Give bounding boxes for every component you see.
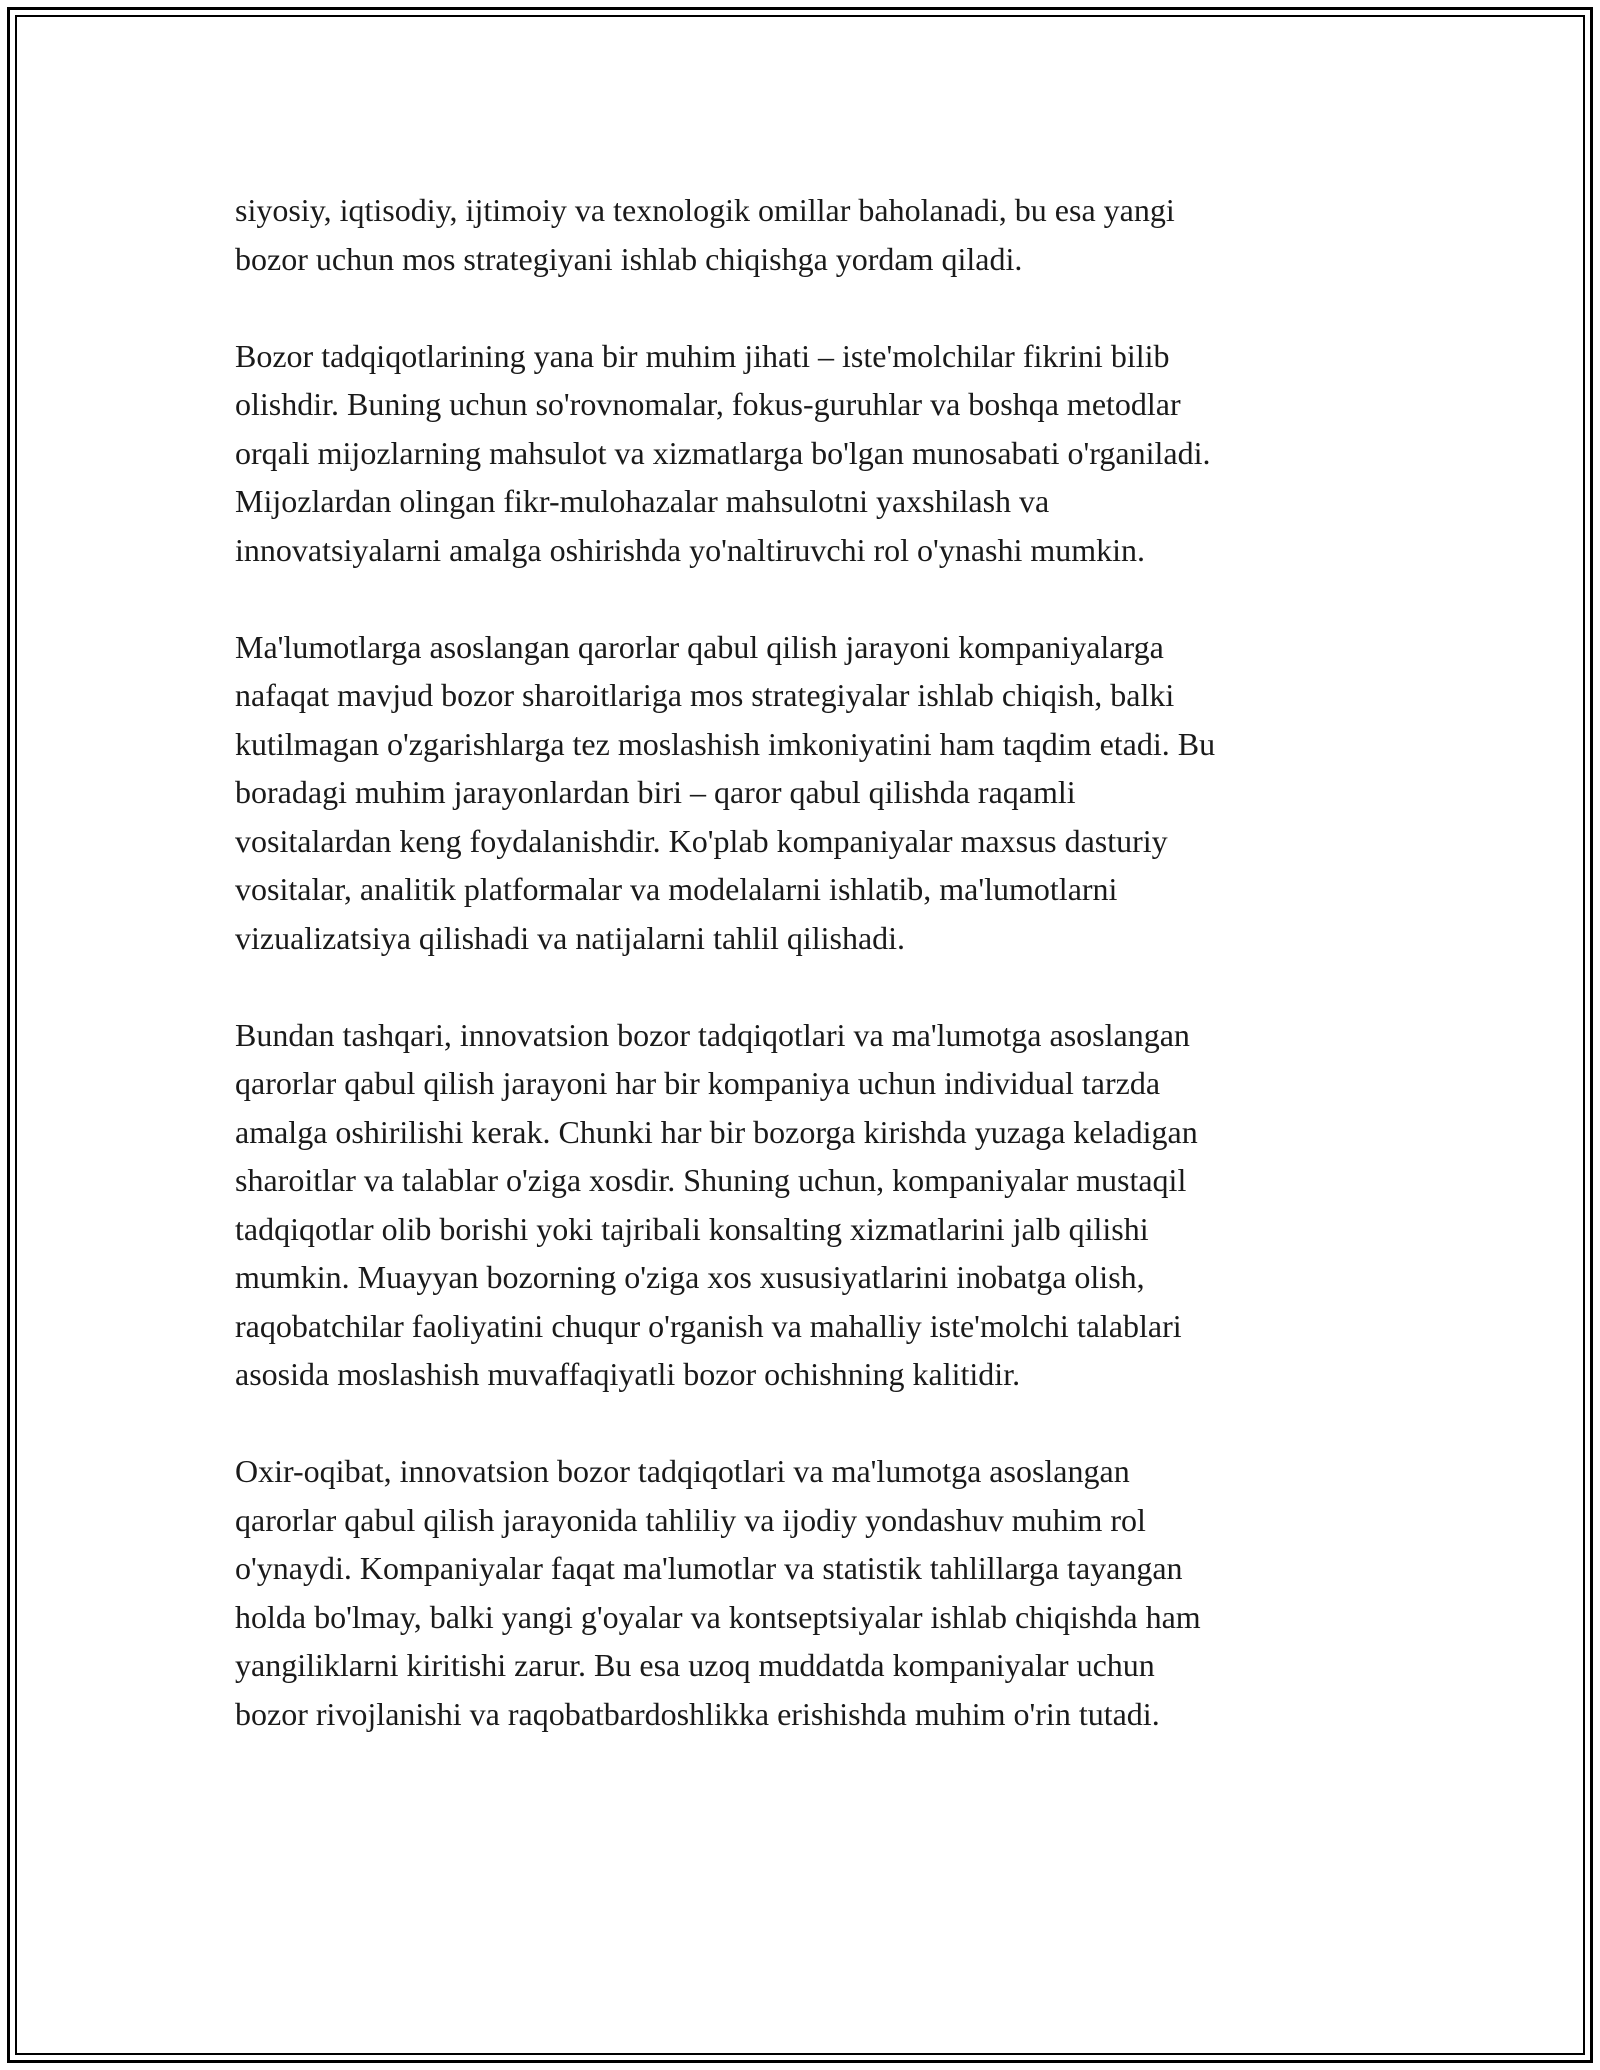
document-body bbox=[235, 186, 1395, 1738]
paragraph-4: Bundan tashqari, innovatsion bozor tadqiqotlari va ma'lumotga asoslangan qarorlar qabul qilish jarayoni har bir kompaniya uchun individual tarzda amalga oshirilishi kerak. Chunki har bir bozorga kirishda yuzaga keladigan sharoitlar va talablar o'ziga xosdir. Shuning uchun, kompaniyalar mustaqil tadqiqotlar olib borishi yoki tajribali konsalting xizmatlarini jalb qilishi mumkin. Muayyan bozorning o'ziga xos xususiyatlarini inobatga olish, raqobatchilar faoliyatini chuqur o'rganish va mahalliy iste'molchi talablari asosida moslashish muvaffaqiyatli bozor ochishning kalitidir. bbox=[235, 1016, 1198, 1392]
paragraph-1: siyosiy, iqtisodiy, ijtimoiy va texnologik omillar baholanadi, bu esa yangi bozor uchun mos strategiyani ishlab chiqishga yordam qiladi. bbox=[235, 192, 1175, 277]
paragraph-2: Bozor tadqiqotlarining yana bir muhim jihati – iste'molchilar fikrini bilib olishdir. Buning uchun so'rovnomalar, fokus-guruhlar va boshqa metodlar orqali mijozlarning mahsulot va xizmatlarga bo'lgan munosabati o'rganiladi. Mijozlardan olingan fikr-mulohazalar mahsulotni yaxshilash va innovatsiyalarni amalga oshirishda yo'naltiruvchi rol o'ynashi mumkin. bbox=[235, 337, 1211, 568]
paragraph-5: Oxir-oqibat, innovatsion bozor tadqiqotlari va ma'lumotga asoslangan qarorlar qabul qilish jarayonida tahliliy va ijodiy yondashuv muhim rol o'ynaydi. Kompaniyalar faqat ma'lumotlar va statistik tahlillarga tayangan holda bo'lmay, balki yangi g'oyalar va kontseptsiyalar ishlab chiqishda ham yangiliklarni kiritishi zarur. Bu esa uzoq muddatda kompaniyalar uchun bozor rivojlanishi va raqobatbardoshlikka erishishda muhim o'rin tutadi. bbox=[235, 1453, 1201, 1732]
paragraph-3: Ma'lumotlarga asoslangan qarorlar qabul qilish jarayoni kompaniyalarga nafaqat mavjud bozor sharoitlariga mos strategiyalar ishlab chiqish, balki kutilmagan o'zgarishlarga tez moslashish imkoniyatini ham taqdim etadi. Bu boradagi muhim jarayonlardan biri – qaror qabul qilishda raqamli vositalardan keng foydalanishdir. Ko'plab kompaniyalar maxsus dasturiy vositalar, analitik platformalar va modelalarni ishlatib, ma'lumotlarni vizualizatsiya qilishadi va natijalarni tahlil qilishadi. bbox=[235, 628, 1216, 956]
